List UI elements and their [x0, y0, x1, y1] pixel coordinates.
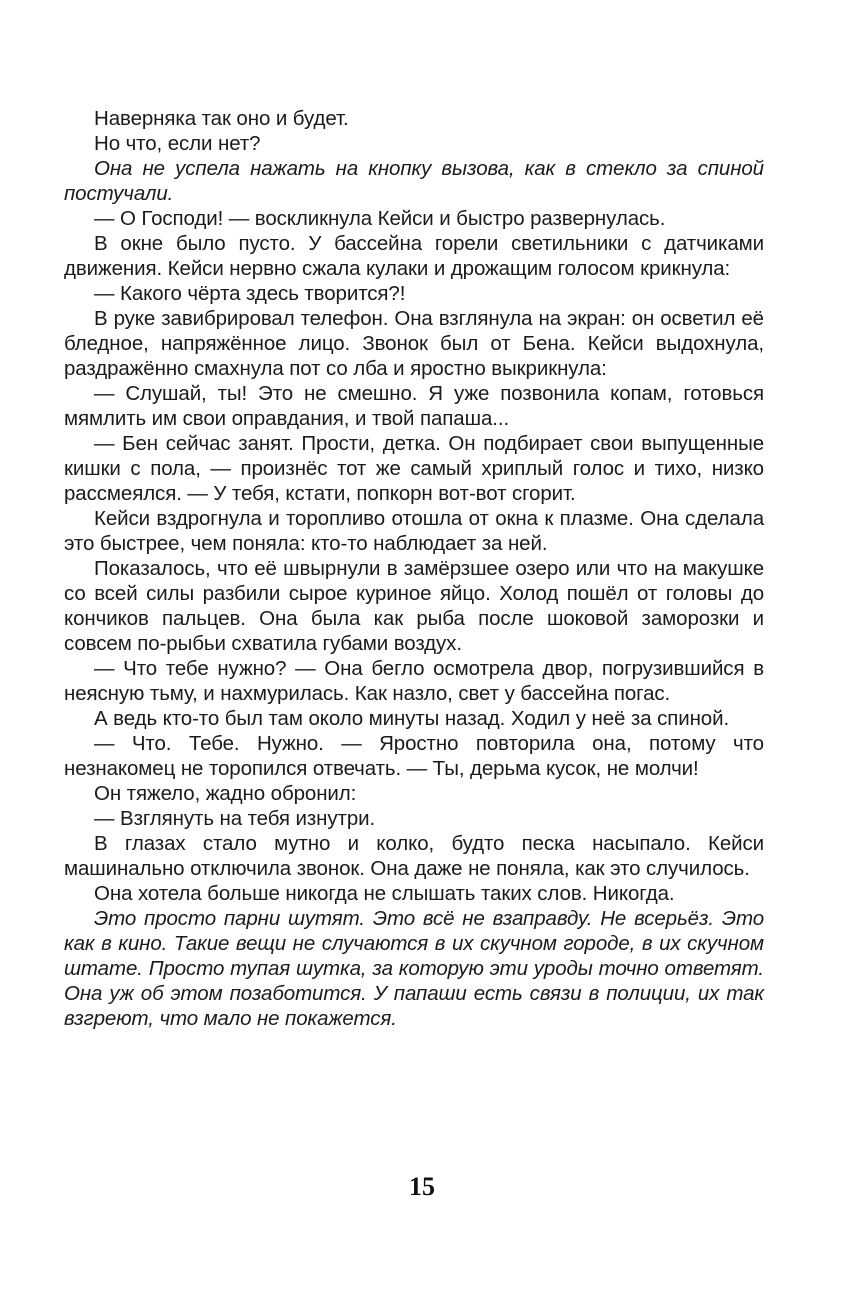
paragraph: Кейси вздрогнула и торопливо отошла от окна к плазме. Она сделала это быстрее, чем поняла: кто-то наблюдает за ней.	[64, 507, 764, 555]
paragraph: В окне было пусто. У бассейна горели светильники с датчиками движения. Кейси нервно сжала кулаки и дрожащим голосом крикнула:	[64, 232, 764, 280]
paragraph: Показалось, что её швырнули в замёрзшее озеро или что на макушке со всей силы разбили сырое куриное яйцо. Холод пошёл от головы до кончиков пальцев. Она была как рыба после шоковой заморозки и совсем по-рыбьи схватила губами воздух.	[64, 557, 764, 655]
paragraph: Он тяжело, жадно обронил:	[94, 782, 357, 805]
paragraph: Она хотела больше никогда не слышать таких слов. Никогда.	[94, 882, 675, 905]
paragraph: Это просто парни шутят. Это всё не взаправду. Не всерьёз. Это как в кино. Такие вещи не случаются в их скучном городе, в их скучном штате. Просто тупая шутка, за которую эти уроды точно ответят. Она уж об этом позаботится. У папаши есть связи в полиции, их так взгреют, что мало не покажется.	[64, 907, 764, 1030]
text-block	[64, 106, 764, 1031]
paragraph: — Какого чёрта здесь творится?!	[94, 282, 406, 305]
paragraph: Она не успела нажать на кнопку вызова, как в стекло за спиной постучали.	[64, 157, 764, 205]
paragraph: — Что. Тебе. Нужно. — Яростно повторила она, потому что незнакомец не торопился отвечать. — Ты, дерьма кусок, не молчи!	[64, 732, 764, 780]
paragraph: — Слушай, ты! Это не смешно. Я уже позвонила копам, готовься мямлить им свои оправдания, и твой папаша...	[64, 382, 764, 430]
paragraph: Но что, если нет?	[94, 132, 261, 155]
paragraph: — Бен сейчас занят. Прости, детка. Он подбирает свои выпущенные кишки с пола, — произнёс тот же самый хриплый голос и тихо, низко рассмеялся. — У тебя, кстати, попкорн вот-вот сгорит.	[64, 432, 764, 505]
paragraph: Наверняка так оно и будет.	[94, 107, 349, 130]
paragraph: — О Господи! — воскликнула Кейси и быстро развернулась.	[94, 207, 666, 230]
page-number: 15	[409, 1172, 435, 1201]
paragraph: — Взглянуть на тебя изнутри.	[94, 807, 376, 830]
paragraph: В руке завибрировал телефон. Она взглянула на экран: он осветил её бледное, напряжённое лицо. Звонок был от Бена. Кейси выдохнула, раздражённо смахнула пот со лба и яростно выкрикнула:	[64, 307, 764, 380]
paragraph: А ведь кто-то был там около минуты назад. Ходил у неё за спиной.	[94, 707, 730, 730]
paragraph: В глазах стало мутно и колко, будто песка насыпало. Кейси машинально отключила звонок. Она даже не поняла, как это случилось.	[64, 832, 764, 880]
paragraph: — Что тебе нужно? — Она бегло осмотрела двор, погрузившийся в неясную тьму, и нахмурилась. Как назло, свет у бассейна погас.	[64, 657, 764, 705]
